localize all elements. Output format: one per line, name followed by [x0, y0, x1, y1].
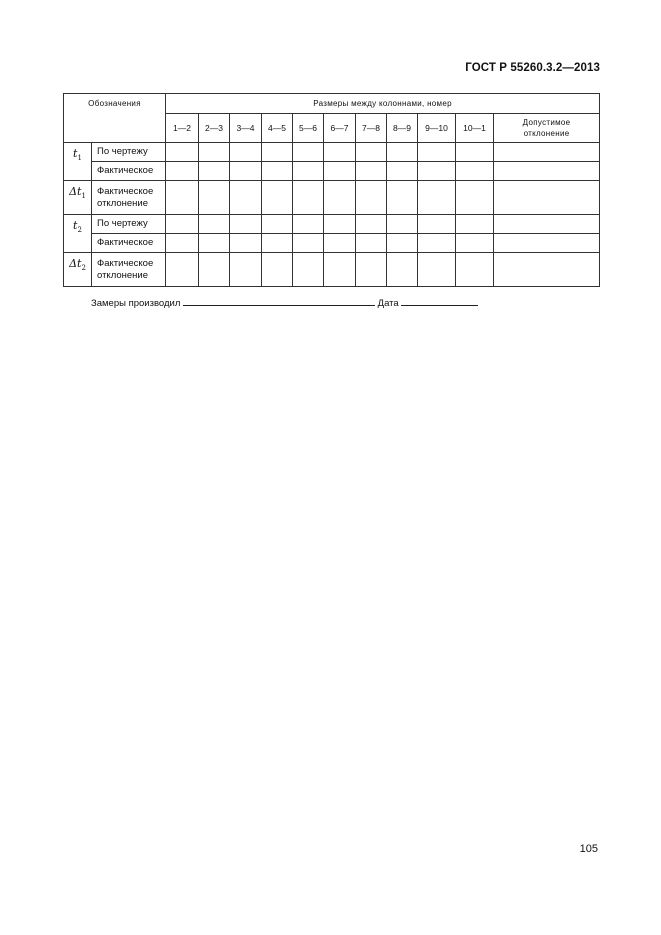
value-cell [293, 162, 324, 181]
row-label: По чертежу [92, 143, 166, 162]
value-cell [418, 143, 456, 162]
column-header: 8—9 [387, 114, 418, 143]
value-cell [230, 215, 262, 234]
value-cell [356, 253, 387, 287]
group-header: Размеры между колоннами, номер [166, 94, 600, 114]
column-header: 10—1 [456, 114, 494, 143]
signature-line [91, 296, 478, 309]
value-cell [494, 181, 600, 215]
value-cell [356, 215, 387, 234]
value-cell [293, 181, 324, 215]
column-header: 2—3 [199, 114, 230, 143]
date-label: Дата [377, 298, 399, 309]
row-label-line: отклонение [97, 269, 148, 281]
value-cell [262, 143, 293, 162]
value-cell [387, 162, 418, 181]
value-cell [356, 143, 387, 162]
value-cell [387, 143, 418, 162]
value-cell [230, 181, 262, 215]
symbol-cell [64, 215, 92, 253]
value-cell [387, 181, 418, 215]
value-cell [418, 215, 456, 234]
symbol-cell [64, 181, 92, 215]
value-cell [166, 234, 199, 253]
row-label: По чертежу [92, 215, 166, 234]
table-row [64, 162, 600, 181]
value-cell [324, 181, 356, 215]
value-cell [418, 181, 456, 215]
value-cell [230, 162, 262, 181]
measured-by-label: Замеры производил [91, 298, 181, 309]
measurement-table [63, 93, 600, 287]
row-label-line: отклонение [97, 197, 148, 209]
symbol-subscript: 2 [77, 226, 82, 235]
value-cell [230, 253, 262, 287]
column-header: 3—4 [230, 114, 262, 143]
measured-by-field[interactable] [183, 296, 375, 306]
value-cell [324, 253, 356, 287]
value-cell [293, 215, 324, 234]
table-row [64, 181, 600, 215]
value-cell [387, 215, 418, 234]
column-header: 9—10 [418, 114, 456, 143]
value-cell [166, 215, 199, 234]
column-header: 4—5 [262, 114, 293, 143]
row-label [92, 181, 166, 215]
value-cell [356, 234, 387, 253]
value-cell [324, 234, 356, 253]
value-cell [418, 162, 456, 181]
value-cell [494, 234, 600, 253]
value-cell [324, 215, 356, 234]
value-cell [166, 181, 199, 215]
value-cell [230, 143, 262, 162]
value-cell [262, 253, 293, 287]
value-cell [199, 215, 230, 234]
value-cell [494, 253, 600, 287]
value-cell [387, 253, 418, 287]
table-row [64, 215, 600, 234]
value-cell [293, 253, 324, 287]
value-cell [199, 143, 230, 162]
value-cell [262, 234, 293, 253]
column-header: 5—6 [293, 114, 324, 143]
value-cell [199, 253, 230, 287]
symbol-cell [64, 143, 92, 181]
symbol-subscript: 1 [81, 192, 86, 201]
symbol-text: t [73, 219, 78, 232]
row-label [92, 253, 166, 287]
row-label-line: Фактическое [97, 185, 154, 197]
value-cell [293, 234, 324, 253]
page-number: 105 [579, 843, 598, 855]
value-cell [494, 162, 600, 181]
tolerance-header [494, 114, 600, 143]
column-header: 7—8 [356, 114, 387, 143]
symbol-text: Δt [69, 257, 82, 270]
table-row [64, 253, 600, 287]
value-cell [356, 162, 387, 181]
value-cell [199, 162, 230, 181]
symbol-text: t [73, 147, 78, 160]
row-label: Фактическое [92, 234, 166, 253]
value-cell [456, 253, 494, 287]
tolerance-header-line: Допустимое [522, 118, 571, 127]
value-cell [262, 215, 293, 234]
document-code: ГОСТ Р 55260.3.2—2013 [465, 62, 600, 74]
value-cell [324, 162, 356, 181]
symbol-subscript: 1 [77, 154, 82, 163]
value-cell [166, 253, 199, 287]
table-row [64, 143, 600, 162]
tolerance-header-line: отклонение [523, 129, 570, 138]
date-field[interactable] [401, 296, 478, 306]
value-cell [418, 253, 456, 287]
value-cell [456, 143, 494, 162]
value-cell [293, 143, 324, 162]
value-cell [166, 143, 199, 162]
value-cell [456, 181, 494, 215]
column-header: 6—7 [324, 114, 356, 143]
row-label-line: Фактическое [97, 257, 154, 269]
symbol-cell [64, 253, 92, 287]
value-cell [494, 215, 600, 234]
value-cell [199, 181, 230, 215]
value-cell [262, 162, 293, 181]
value-cell [456, 215, 494, 234]
value-cell [456, 234, 494, 253]
table-row [64, 234, 600, 253]
row-label: Фактическое [92, 162, 166, 181]
value-cell [199, 234, 230, 253]
value-cell [494, 143, 600, 162]
value-cell [262, 181, 293, 215]
symbols-header: Обозначения [64, 94, 166, 143]
symbol-subscript: 2 [81, 264, 86, 273]
symbol-text: Δt [69, 185, 82, 198]
value-cell [418, 234, 456, 253]
value-cell [356, 181, 387, 215]
value-cell [166, 162, 199, 181]
value-cell [387, 234, 418, 253]
value-cell [324, 143, 356, 162]
value-cell [456, 162, 494, 181]
value-cell [230, 234, 262, 253]
column-header: 1—2 [166, 114, 199, 143]
